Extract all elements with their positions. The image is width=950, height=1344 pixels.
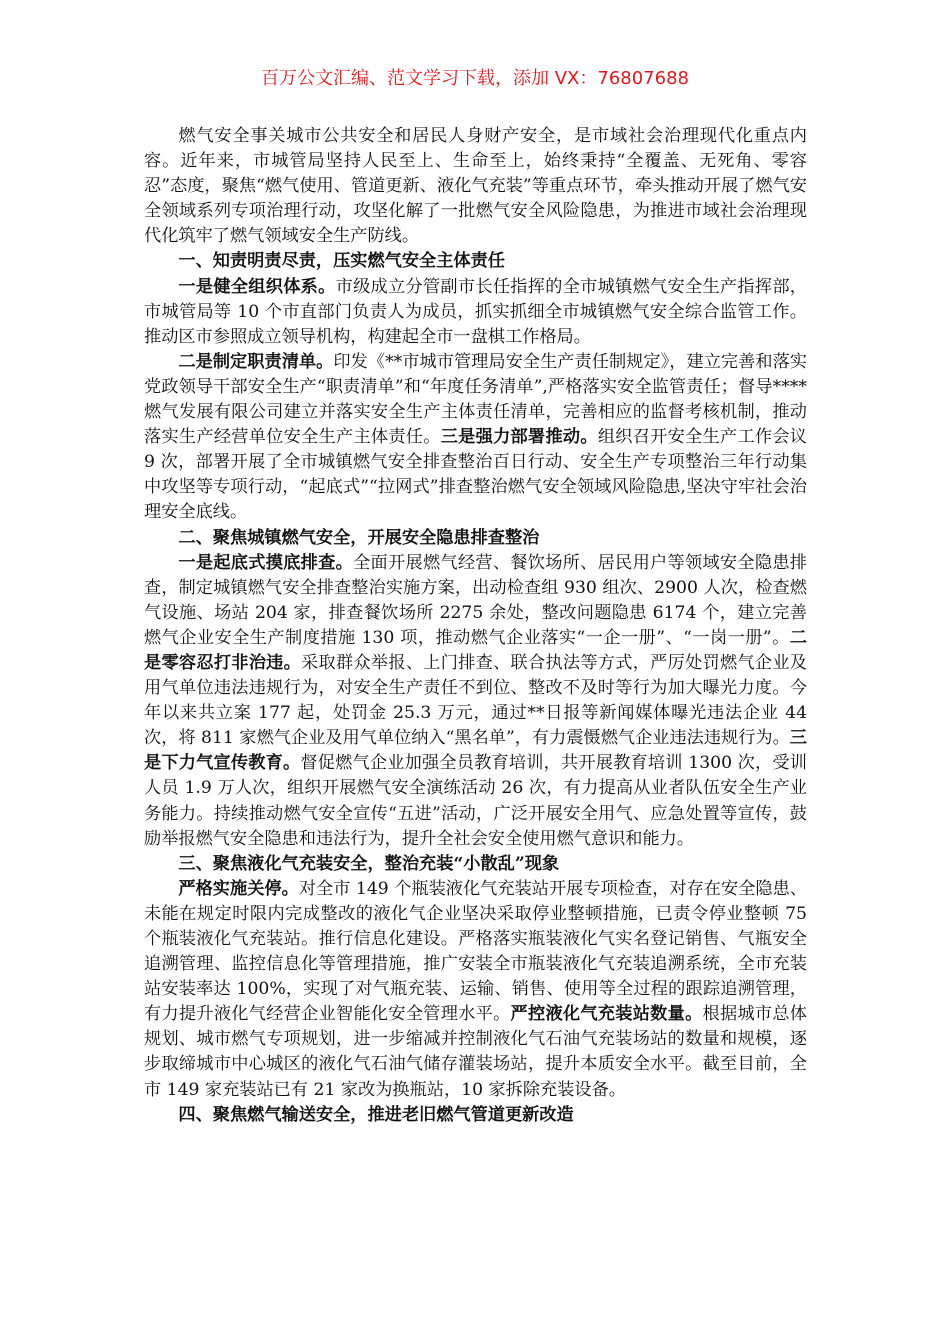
section-2-p3-text: 督促燃气企业加强全员教育培训，共开展教育培训 1300 次，受训人员 1.9 万人次，组织开展燃气安全演练活动 26 次，有力提高从业者队伍安全生产业务能力。持续推动燃气安全宣传“五进”活动，广泛开展安全用气、应急处置等宣传，鼓励举报燃气安全隐患和违法行为，提升全社会安全使用燃气意识和能力。 — [144, 753, 807, 849]
section-1-p2-lead: 二是制定职责清单。 — [178, 351, 334, 372]
section-1-p3-lead: 三是强力部署推动。 — [440, 427, 598, 448]
section-1-p1-lead: 一是健全组织体系。 — [178, 276, 336, 297]
section-1-paragraph-1 — [144, 275, 807, 350]
section-2-p2-text: 采取群众举报、上门排查、联合执法等方式，严厉处罚燃气企业及用气单位违法违规行为，对安全生产责任不到位、整改不及时等行为加大曝光力度。今年以来共立案 177 起，处罚金 25.3 万元，通过**日报等新闻媒体曝光违法企业 44 次，将 811 家燃气企业及用气单位纳入“黑名单”，有力震慑燃气企业违法违规行为。 — [144, 652, 807, 749]
section-3-heading: 三、聚焦液化气充装安全，整治充装“小散乱”现象 — [178, 853, 560, 874]
section-2-p1-text: 全面开展燃气经营、餐饮场所、居民用户等领域安全隐患排查，制定城镇燃气安全排查整治实施方案，出动检查组 930 组次、2900 人次，检查燃气设施、场站 204 家，排查餐饮场所 2275 余处，整改问题隐患 6174 个，建立完善燃气企业安全生产制度措施 130 项，推动燃气企业落实“一企一册”、“一岗一册”。 — [144, 552, 807, 648]
section-2-heading: 二、聚焦城镇燃气安全，开展安全隐患排查整治 — [178, 527, 540, 548]
section-1-p2-text: 印发《**市城市管理局安全生产责任制规定》，建立完善和落实党政领导干部安全生产“职责清单”和“年度任务清单”,严格落实安全监管责任；督导****燃气发展有限公司建立并落实安全生产主体责任清单，完善相应的监督考核机制，推动落实生产经营单位安全生产主体责任。 — [144, 351, 807, 448]
section-1-p3-text: 组织召开安全生产工作会议 9 次，部署开展了全市城镇燃气安全排查整治百日行动、安全生产专项整治三年行动集中攻坚等专项行动，“起底式”“拉网式”排查整治燃气安全领域风险隐患,坚决守牢社会治理安全底线。 — [144, 427, 807, 523]
section-2-paragraph-1 — [144, 551, 807, 852]
section-1-paragraph-2 — [144, 350, 807, 526]
section-1-heading: 一、知责明责尽责，压实燃气安全主体责任 — [178, 251, 505, 272]
section-2-p2-lead: 二是零容忍打非治违。 — [144, 627, 807, 673]
section-3-paragraph-1 — [144, 877, 807, 1103]
section-3-p2-lead: 严控液化气充装站数量。 — [510, 1004, 703, 1025]
section-1-p1-text: 市级成立分管副市长任指挥的全市城镇燃气安全生产指挥部，市城管局等 10 个市直部门负责人为成员，抓实抓细全市城镇燃气安全综合监管工作。推动区市参照成立领导机构，构建起全市一盘棋工作格局。 — [144, 276, 807, 347]
header-banner: 百万公文汇编、范文学习下载，添加 VX：76807688 — [261, 68, 689, 89]
section-3-p1-lead: 严格实施关停。 — [178, 878, 299, 899]
section-3-p1-text: 对全市 149 个瓶装液化气充装站开展专项检查，对存在安全隐患、未能在规定时限内完成整改的液化气企业坚决采取停业整顿措施，已责令停业整顿 75 个瓶装液化气充装站。推行信息化建设。严格落实瓶装液化气实名登记销售、气瓶安全追溯管理、监控信息化等管理措施，推广安装全市瓶装液化气充装追溯系统，全市充装站安装率达 100%，实现了对气瓶充装、运输、销售、使用等全过程的跟踪追溯管理，有力提升液化气经营企业智能化安全管理水平。 — [144, 878, 807, 1025]
document-body — [144, 124, 807, 1128]
section-2-p1-lead: 一是起底式摸底排查。 — [178, 552, 354, 573]
intro-paragraph: 燃气安全事关城市公共安全和居民人身财产安全，是市域社会治理现代化重点内容。近年来，市城管局坚持人民至上、生命至上，始终秉持“全覆盖、无死角、零容忍”态度，聚焦“燃气使用、管道更新、液化气充装”等重点环节，牵头推动开展了燃气安全领域系列专项治理行动，攻坚化解了一批燃气安全风险隐患，为推进市域社会治理现代化筑牢了燃气领域安全生产防线。 — [144, 126, 807, 247]
section-3-p2-text: 根据城市总体规划、城市燃气专项规划，进一步缩减并控制液化气石油气充装场站的数量和规模，逐步取缔城市中心城区的液化气石油气储存灌装场站，提升本质安全水平。截至目前，全市 149 家充装站已有 21 家改为换瓶站，10 家拆除充装设备。 — [144, 1004, 807, 1100]
section-4-heading: 四、聚焦燃气输送安全，推进老旧燃气管道更新改造 — [178, 1104, 574, 1125]
section-2-p3-lead: 三是下力气宣传教育。 — [144, 728, 807, 774]
